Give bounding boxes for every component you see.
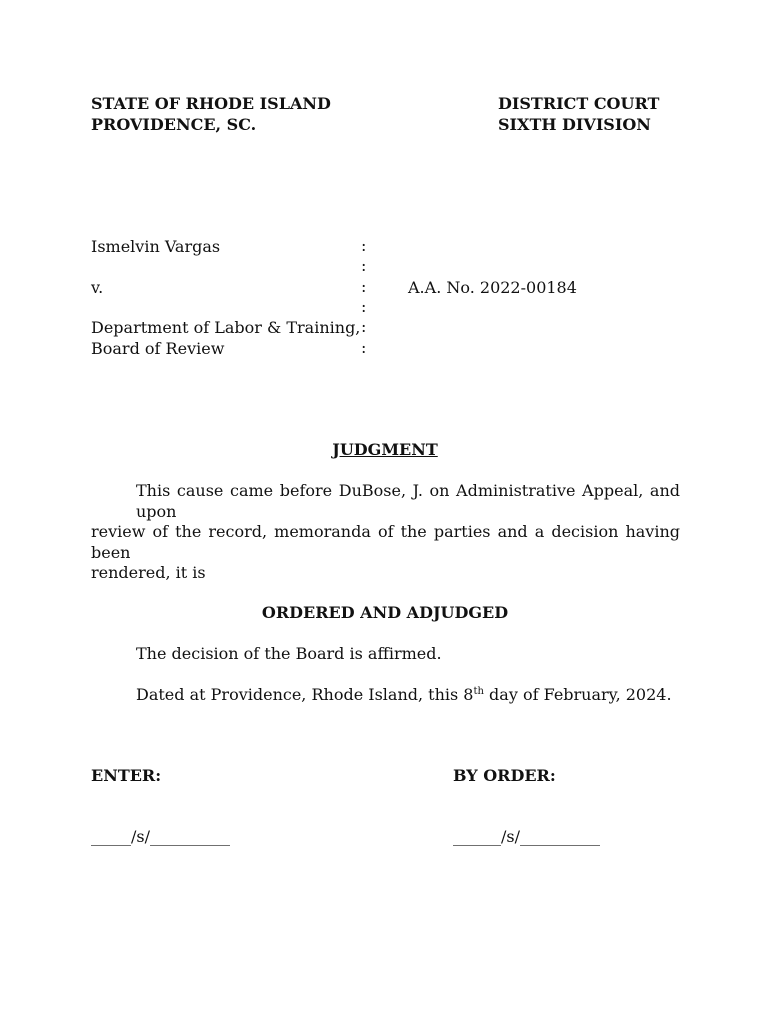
dated-suffix: day of February, 2024. [483,685,672,704]
plaintiff-name: Ismelvin Vargas [91,237,221,256]
caption-colon: : [361,236,367,255]
case-number: A.A. No. 2022-00184 [408,278,577,297]
caption-colon: : [361,256,367,275]
judgment-paragraph-line2: review of the record, memoranda of the parties and a decision having been [91,522,680,562]
caption-colon: : [361,297,367,316]
dated-ordinal-suffix: th [473,686,484,697]
county-heading: PROVIDENCE, SC. [91,115,257,134]
defendant-name-line1: Department of Labor & Training, [91,318,361,337]
ordered-heading: ORDERED AND ADJUDGED [261,603,509,622]
court-heading: DISTRICT COURT [498,94,660,113]
caption-colon: : [361,338,367,357]
by-order-label: BY ORDER: [453,766,556,785]
enter-signature-line: _____/s/__________ [91,827,230,846]
caption-colon: : [361,317,367,336]
caption-colon: : [361,277,367,296]
dated-prefix: Dated at Providence, Rhode Island, this 8 [136,685,474,704]
decision-statement: The decision of the Board is affirmed. [136,644,442,663]
division-heading: SIXTH DIVISION [498,115,651,134]
judgment-paragraph-line3: rendered, it is [91,563,206,582]
judgment-paragraph-line1: This cause came before DuBose, J. on Administrative Appeal, and upon [136,481,680,521]
enter-label: ENTER: [91,766,162,785]
state-heading: STATE OF RHODE ISLAND [91,94,331,113]
judgment-title: JUDGMENT [332,440,438,459]
defendant-name-line2: Board of Review [91,339,225,358]
dated-statement [136,684,672,705]
order-signature-line: ______/s/__________ [453,827,600,846]
versus-label: v. [91,278,104,297]
